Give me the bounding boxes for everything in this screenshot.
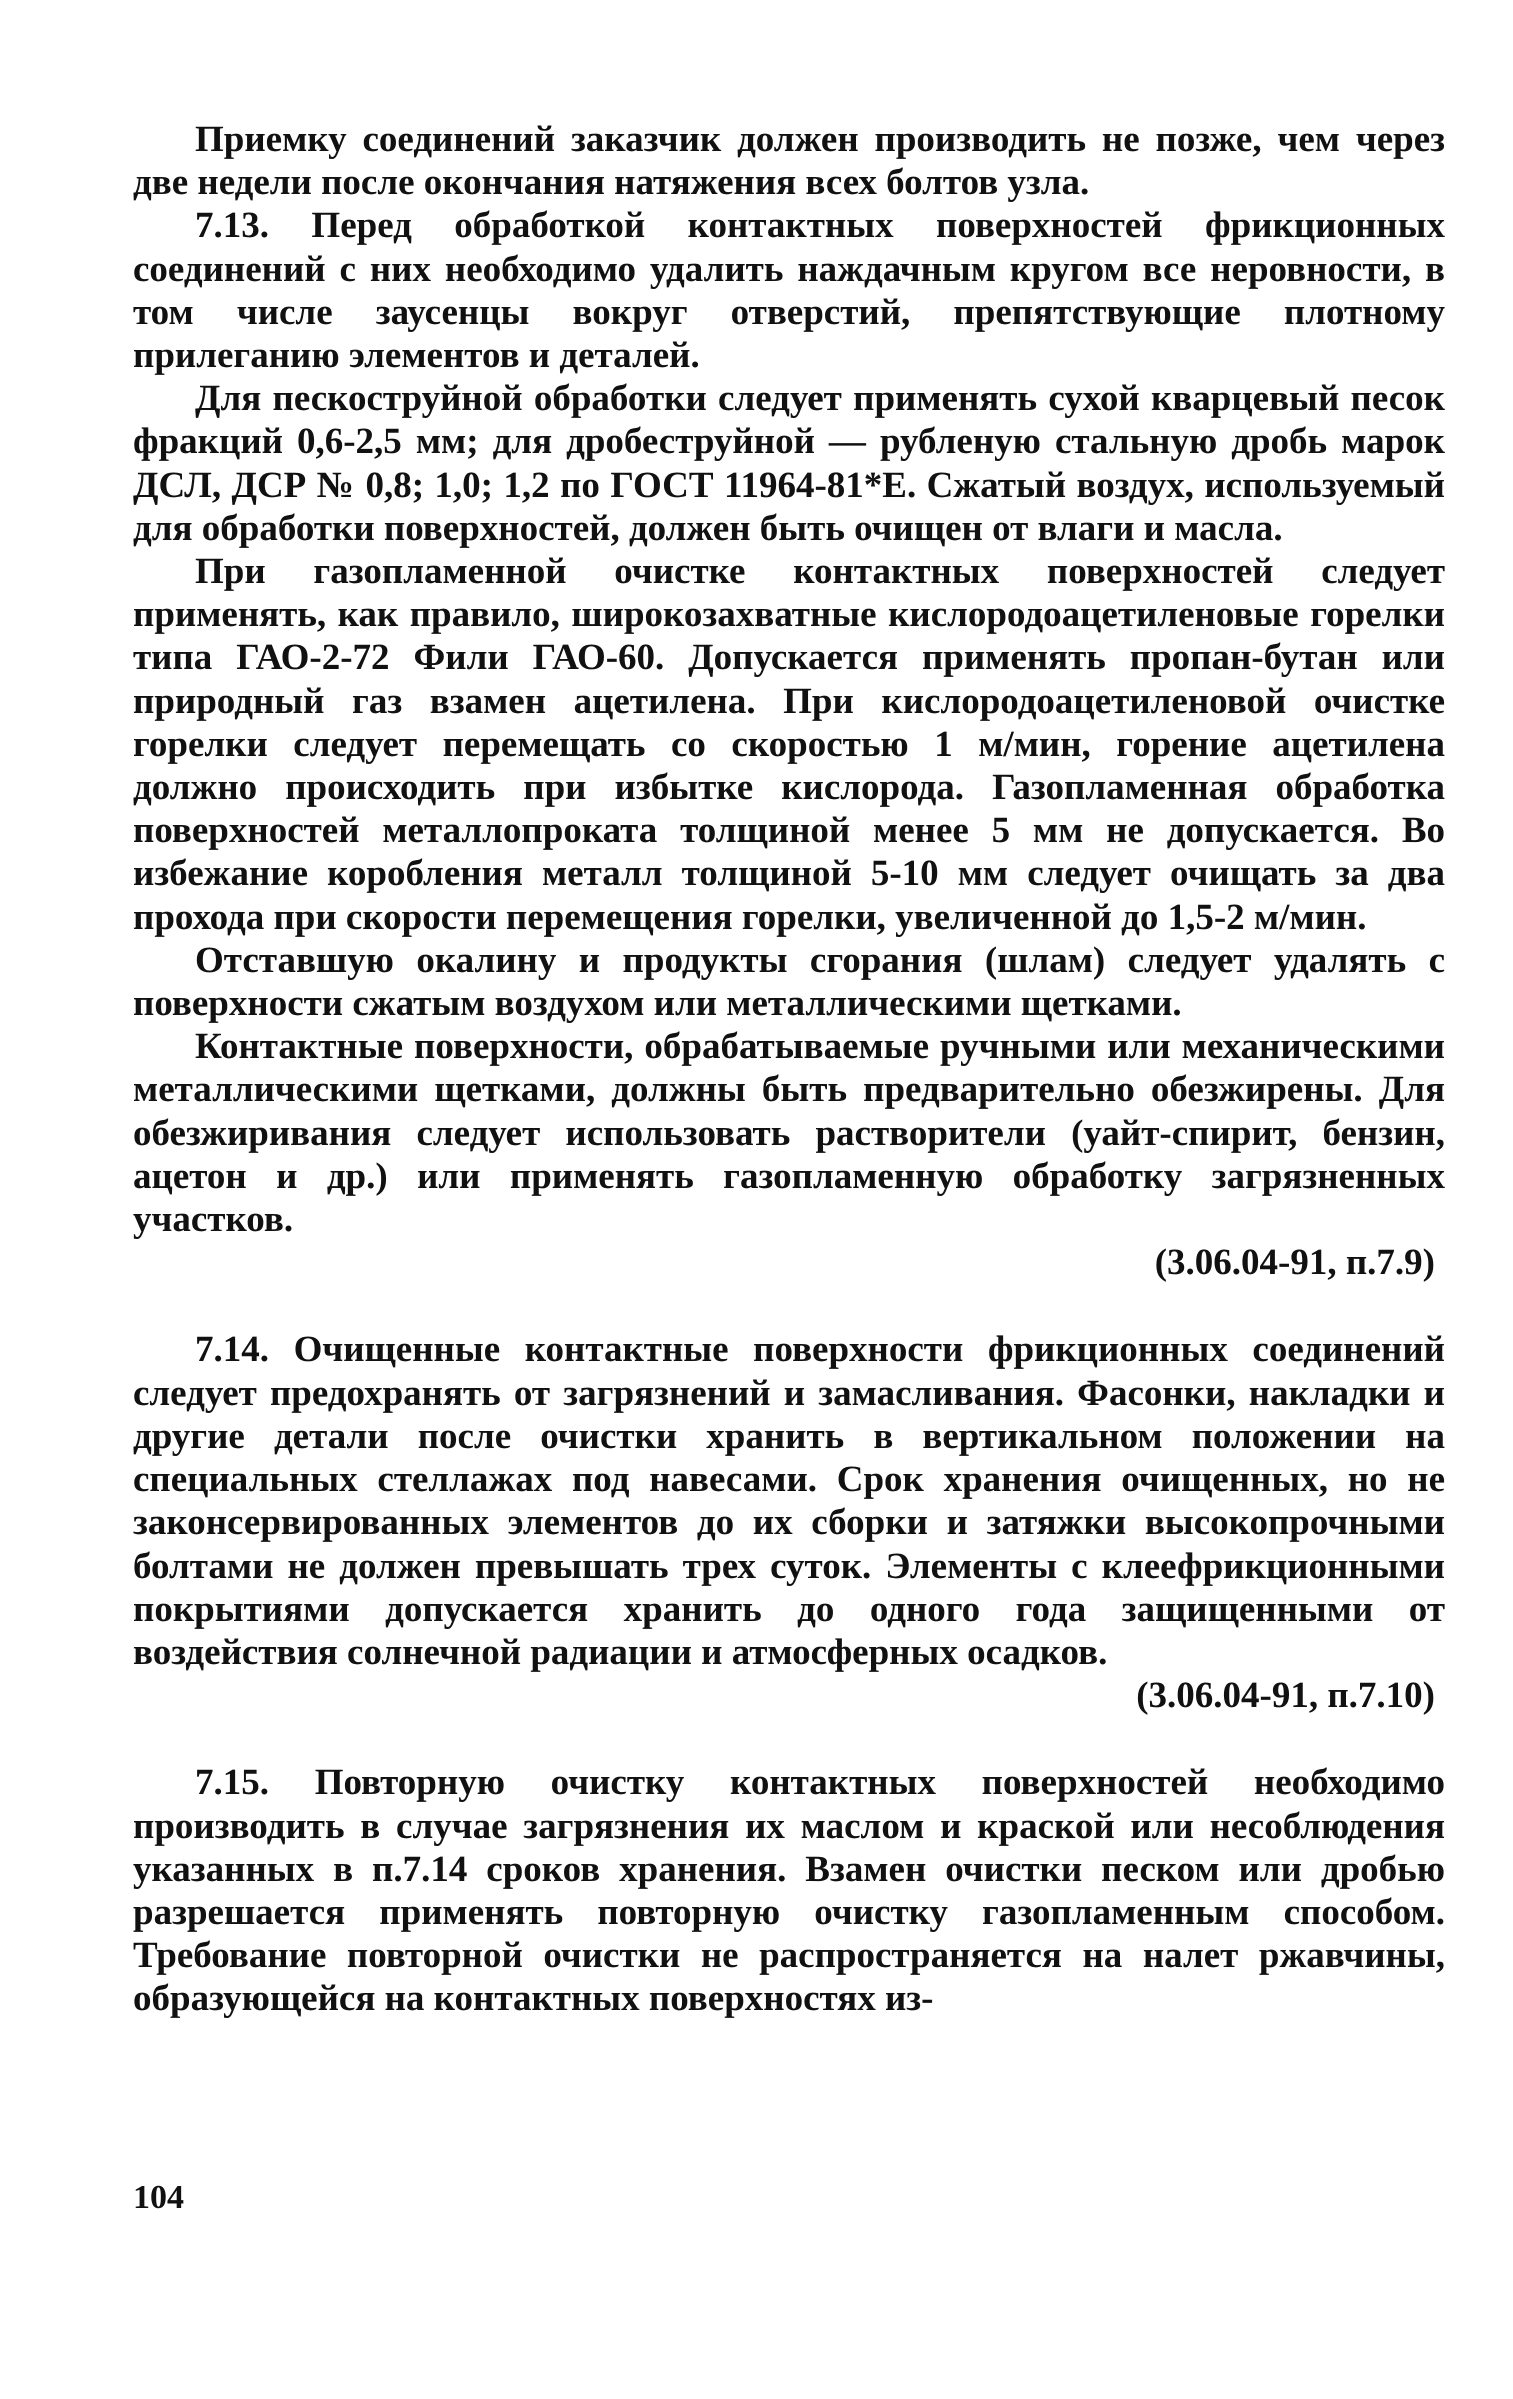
paragraph-flame-cleaning: При газопламенной очистке контактных поверхностей следует применять, как правило, широкозахватные кислородоацетиленовые горелки типа ГАО-2-72 Фили ГАО-60. Допускается применять пропан-бутан или природный газ взамен ацетилена. При кислородоацетиленовой очистке горелки следует перемещать со скоростью 1 м/мин, горение ацетилена должно происходить при избытке кислорода. Газопламенная обработка поверхностей металлопроката толщиной менее 5 мм не допускается. Во избежание коробления металл толщиной 5-10 мм следует очищать за два прохода при скорости перемещения горелки, увеличенной до 1,5-2 м/мин.: [133, 551, 1445, 938]
page-number: 104: [133, 2179, 184, 2216]
paragraph-scale-removal: Отставшую окалину и продукты сгорания (шлам) следует удалять с поверхности сжатым воздухом или металлическими щетками.: [133, 939, 1445, 1025]
reference-7-10: (3.06.04-91, п.7.10): [1136, 1675, 1435, 1717]
paragraph-sandblasting: Для пескоструйной обработки следует применять сухой кварцевый песок фракций 0,6-2,5 мм; для дробеструйной — рубленую стальную дробь марок ДСЛ, ДСР № 0,8; 1,0; 1,2 по ГОСТ 11964-81*Е. Сжатый воздух, используемый для обработки поверхностей, должен быть очищен от влаги и масла.: [133, 378, 1445, 549]
page-text: [133, 118, 1445, 2021]
paragraph-7-14: 7.14. Очищенные контактные поверхности фрикционных соединений следует предохранять от загрязнений и замасливания. Фасонки, накладки и другие детали после очистки хранить в вертикальном положении на специальных стеллажах под навесами. Срок хранения очищенных, но не законсервированных элементов до их сборки и затяжки высокопрочными болтами не должен превышать трех суток. Элементы с клеефрикционными покрытиями допускается хранить до одного года защищенными от воздействия солнечной радиации и атмосферных осадков.: [133, 1329, 1445, 1673]
paragraph-7-15: 7.15. Повторную очистку контактных поверхностей необходимо производить в случае загрязнения их маслом и краской или несоблюдения указанных в п.7.14 сроков хранения. Взамен очистки песком или дробью разрешается применять повторную очистку газопламенным способом. Требование повторной очистки не распространяется на налет ржавчины, образующейся на контактных поверхностях из-: [133, 1762, 1445, 2020]
paragraph-7-13: 7.13. Перед обработкой контактных поверхностей фрикционных соединений с них необходимо удалить наждачным кругом все неровности, в том числе заусенцы вокруг отверстий, препятствующие плотному прилеганию элементов и деталей.: [133, 205, 1445, 377]
spacer: [133, 1717, 1445, 1761]
reference-7-9: (3.06.04-91, п.7.9): [1154, 1242, 1435, 1284]
paragraph-degreasing: Контактные поверхности, обрабатываемые ручными или механическими металлическими щетками, должны быть предварительно обезжирены. Для обезжиривания следует использовать растворители (уайт-спирит, бензин, ацетон и др.) или применять газопламенную обработку загрязненных участков.: [133, 1026, 1445, 1241]
paragraph-acceptance: Приемку соединений заказчик должен производить не позже, чем через две недели после окончания натяжения всех болтов узла.: [133, 119, 1445, 204]
spacer: [133, 1284, 1445, 1328]
